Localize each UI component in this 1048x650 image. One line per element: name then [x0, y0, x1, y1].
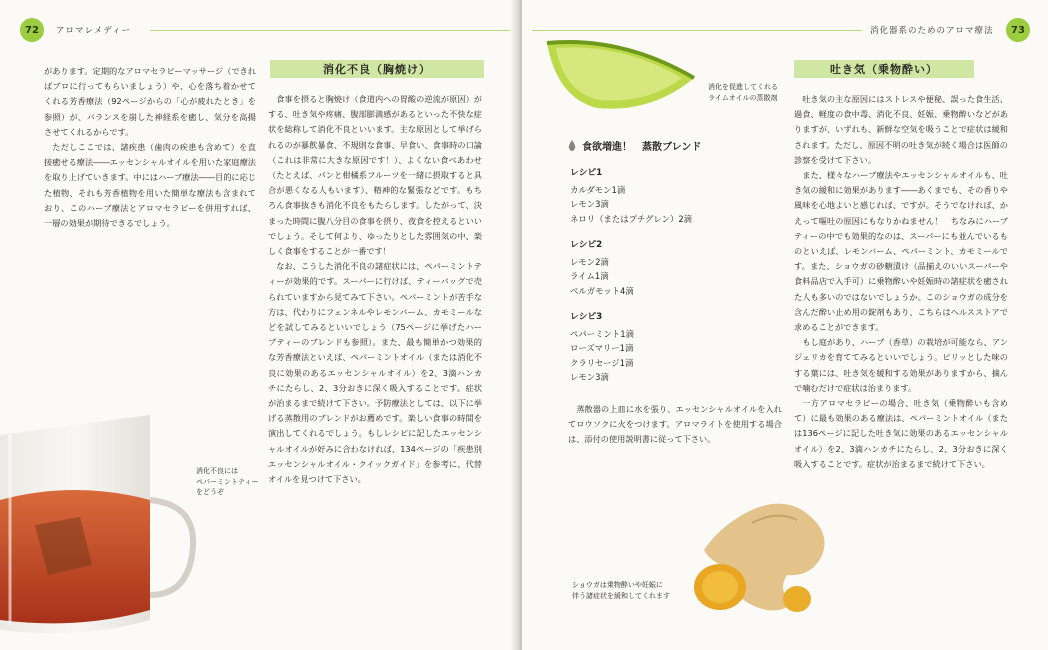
recipe-item: ネロリ（またはプチグレン）2滴 — [570, 213, 693, 224]
lime-caption — [708, 82, 778, 103]
caption-line: ライムオイルの蒸散剤 — [708, 93, 778, 102]
left-page — [0, 0, 516, 650]
recipe-title: レシピ2 — [570, 240, 603, 250]
recipe-item: ベルガモット4滴 — [570, 285, 634, 296]
ginger-photo — [682, 495, 842, 620]
recipe-item: ライム1滴 — [570, 271, 609, 281]
drop-icon — [568, 140, 576, 151]
caption-line: ショウガは乗物酔いや妊娠に — [572, 581, 663, 589]
blend-title-text: 食欲増進！ 蒸散ブレンド — [582, 142, 702, 153]
paragraph: ただしここでは、諸疾患（歯肉の疾患も含めて）を直接癒せる療法――エッセンシャルオイルを用いた家庭療法を取り上げていきます。中にはハーブ療法――目的に応じた植物、それも芳香植物を用いた簡単な療法も含まれており、このハーブ療法とアロマセラピーを併用すれば、一層の効果が期待できるでしょう。 — [44, 142, 256, 229]
blend-title — [568, 138, 701, 153]
tea-caption — [196, 466, 258, 498]
page-number-badge: 72 — [20, 18, 44, 42]
paragraph: 一方アロマセラピーの場合、吐き気（乗物酔いも含めて）に最も効果のある療法は、ペパーミントオイル（または136ページに記した吐き気に効果のあるエッセンシャルオイル）を2、3滴ハンカチにたらし、2、3分おきに深く吸入することです。症状が治まるまで続けて下さい。 — [794, 398, 1008, 469]
caption-line: 伴う諸症状を緩和してくれます — [572, 591, 670, 600]
paragraph: もし庭があり、ハーブ（香草）の栽培が可能なら、アンジェリカを育ててみるといいでしょう。ピリッとした味のする葉には、吐き気を緩和する効果がありますから、摘んで噛むだけで症状は治まります。 — [794, 337, 1008, 393]
recipe-item: カルダモン1滴 — [570, 184, 626, 195]
paragraph: があります。定期的なアロマセラピーマッサージ（できればプロに行ってもらいましょう）や、心を落ち着かせてくれる芳香療法（92ページからの「心が疲れたとき」を参照）が、バランスを崩した神経系を癒し、気分を高揚させてくれるからです。 — [44, 66, 256, 137]
running-head: 消化器系のためのアロマ療法 — [870, 26, 994, 36]
recipe-list — [570, 166, 692, 385]
paragraph: 吐き気の主な原因にはストレスや便秘、誤った食生活、過食、軽度の食中毒、消化不良、妊娠、乗物酔いなどがありますが、いずれも、新鮮な空気を吸うことで症状は緩和されます。ただし、原因不明の吐き気が続く場合は医師の診察を受けて下さい。 — [794, 94, 1008, 165]
paragraph: 蒸散器の上皿に水を張り、エッセンシャルオイルを入れてロウソクに火をつけます。アロマライトを使用する場合は、添付の使用説明書に従って下さい。 — [568, 404, 782, 445]
right-page — [522, 0, 1048, 650]
caption-line: 消化を促進してくれる — [708, 83, 778, 91]
ginger-caption — [572, 580, 670, 601]
recipe-item: レモン2滴 — [570, 256, 609, 267]
paragraph: また、様々なハーブ療法やエッセンシャルオイルも、吐き気の緩和に効果があります――あくまでも、その香りや風味を心地よいと感じれば、ですが。そうでなければ、かえって嘔吐の原因にもなりかねません！ ちなみにハーブティーの中でも効果的なのは、スーパーにも並んでいるものといえば、レモンバーム、ペパーミント、カモミールです。また、ショウガの砂糖漬け（品揃えのいいスーパーや食料品店で入手可）に乗物酔いや妊娠時の諸症状を癒された人も多いのではないでしょうか。このショウガの成分を含んだ酔い止め用の錠剤もあり、こちらはヘルスストアで求めることができます。 — [794, 170, 1008, 333]
section-text — [794, 92, 1008, 472]
blend-note — [568, 402, 782, 448]
caption-line: をどうぞ — [196, 488, 224, 496]
running-head: アロマレメディー — [56, 26, 132, 36]
header-rule — [150, 30, 510, 31]
caption-line: ペパーミントティー — [196, 477, 259, 486]
recipe-item: ローズマリー1滴 — [570, 343, 634, 353]
page-number-badge: 73 — [1006, 18, 1030, 42]
section-heading: 吐き気（乗物酔い） — [794, 60, 974, 78]
paragraph: 食事を摂ると胸焼け（食道内への胃酸の逆流が原因）がする、吐き気や疼痛、腹部膨満感があるといった不快な症状を総称して消化不良といいます。主な原因として挙げられるのが暴飲暴食、不規則な食事、早食い、食事時の口論（これは非常に大きな原因です！）、よくない食べあわせ（たとえば、パンと柑橘系フルーツを一緒に摂取すると具合が悪くなる人もいます）、精神的な緊張などです。もちろん食事抜きも消化不良をもたらします。したがって、決まった時間に腹八分目の食事を摂り、夜食を控えるといいでしょう。そして何より、ゆったりとした雰囲気の中、楽しく食事をすることが一番です！ — [268, 94, 482, 257]
recipe-item: ペパーミント1滴 — [570, 328, 634, 339]
intro-text — [44, 64, 256, 231]
section-heading: 消化不良（胸焼け） — [270, 60, 484, 78]
header-rule — [532, 30, 862, 31]
recipe-title: レシピ3 — [570, 312, 603, 322]
lime-photo — [542, 38, 702, 118]
recipe-item: クラリセージ1滴 — [570, 357, 634, 368]
recipe-item: レモン3滴 — [570, 372, 609, 382]
recipe-title: レシピ1 — [570, 168, 603, 178]
caption-line: 消化不良には — [196, 467, 238, 475]
section-text — [268, 92, 482, 487]
peppermint-tea-photo — [0, 405, 200, 650]
paragraph: なお、こうした消化不良の諸症状には、ペパーミントティーが効果的です。スーパーに行けば、ティーバッグで売られていますから見てみて下さい。ペパーミントが苦手な方は、代わりにフェンネルやレモンバーム、カモミールなどを試してみるといいでしょう（75ページに挙げたハーブティーのブレンドも参照）。また、最も簡単かつ効果的な芳香療法といえば、ペパーミントオイル（または消化不良に効果のあるエッセンシャルオイル）を2、3滴ハンカチにたらし、2、3分おきに深く吸入することです。症状が治まるまで続けて下さい。予防療法としては、以下に挙げる蒸散用のブレンドがお薦めです。楽しい食事の時間を演出してくれるでしょう。もしレシピに記したエッセンシャルオイルが好みに合わなければ、134ページの「疾患別エッセンシャルオイル・クイックガイド」を参考に、代替オイルを見つけて下さい。 — [268, 261, 482, 485]
recipe-item: レモン3滴 — [570, 199, 609, 209]
